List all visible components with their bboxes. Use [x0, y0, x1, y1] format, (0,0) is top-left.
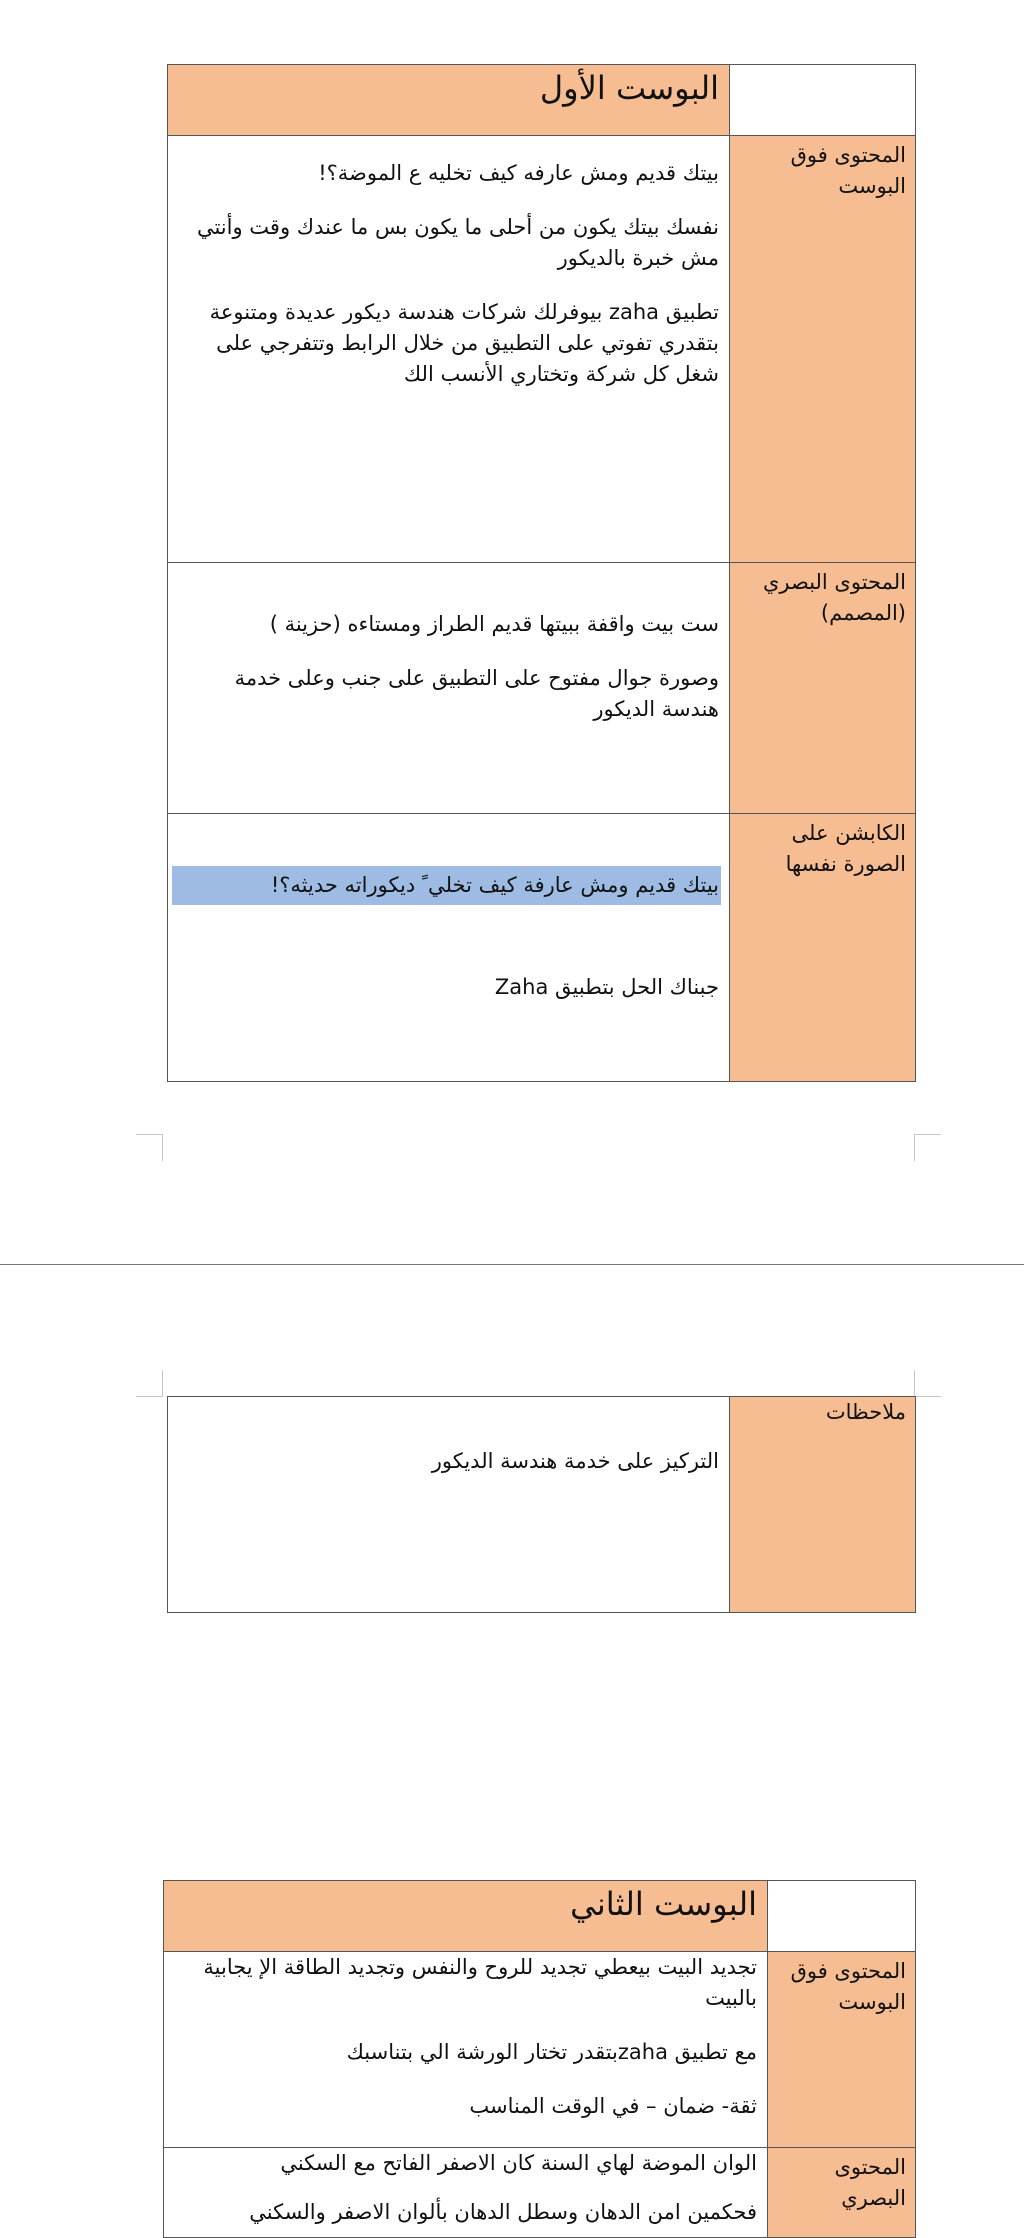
post1-label-visual: المحتوى البصري (المصمم) [730, 563, 916, 814]
post1-caption-p2: جبناك الحل بتطبيق Zaha [494, 975, 719, 999]
post2-visual-p1: الوان الموضة لهاي السنة كان الاصفر الفاتح مع السكني [280, 2151, 757, 2175]
post2-table [163, 1880, 916, 2238]
post2-visual-p2: فحكمين امن الدهان وسطل الدهان بألوان الاصفر والسكني [249, 2200, 757, 2224]
post2-above-p3: ثقة- ضمان – في الوقت المناسب [469, 2094, 757, 2118]
post1-above-p1: بيتك قديم ومش عارفه كيف تخليه ع الموضة؟! [318, 161, 719, 185]
post1-above-p2: نفسك بيتك يكون من أحلى ما يكون بس ما عندك وقت وأنتي مش خبرة بالديكور [196, 215, 719, 270]
post1-label-above-content: المحتوى فوق البوست [730, 136, 916, 563]
crop-mark-left-bottom [136, 1134, 163, 1161]
post1-caption-highlight-line [178, 866, 719, 905]
post2-above-p1: تجديد البيت بيعطي تجديد للروح والنفس وتجديد الطاقة الإ يجابية بالبيت [203, 1955, 757, 2010]
page-separator [0, 1264, 1024, 1265]
post1-label-notes: ملاحظات [730, 1397, 916, 1613]
post1-caption-content [168, 814, 730, 1082]
post2-title: البوست الثاني [164, 1881, 768, 1952]
post1-visual-p2: وصورة جوال مفتوح على التطبيق على جنب وعلى خدمة هندسة الديكور [234, 666, 719, 721]
crop-mark-right-top [914, 1370, 941, 1397]
post1-header-blank [730, 65, 916, 136]
post2-above-content [164, 1952, 768, 2148]
post1-table-continued [167, 1396, 916, 1613]
post1-above-p3: تطبيق zaha بيوفرلك شركات هندسة ديكور عديدة ومتنوعة بتقدري تفوتي على التطبيق من خلال الرابط وتتفرجي على شغل كل شركة وتختاري الأنسب الك [209, 300, 719, 386]
post1-title: البوست الأول [168, 65, 730, 136]
post1-caption-highlighted: بيتك قديم ومش عارفة كيف تخلي ً ديكوراته حديثه؟! [172, 866, 721, 905]
post1-notes-p1: التركيز على خدمة هندسة الديكور [431, 1449, 719, 1473]
post2-header-blank [768, 1881, 916, 1952]
post2-above-p2: مع تطبيق zahaبتقدر تختار الورشة الي بتناسبك [346, 2040, 757, 2064]
post1-visual-p1: ست بيت واقفة ببيتها قديم الطراز ومستاءه (حزينة ) [269, 612, 719, 636]
post1-above-content [168, 136, 730, 563]
crop-mark-left-top [136, 1370, 163, 1397]
post2-visual-content [164, 2148, 768, 2238]
post2-label-visual: المحتوى البصري [768, 2148, 916, 2238]
post1-table [167, 64, 916, 1082]
post1-visual-content [168, 563, 730, 814]
crop-mark-right-bottom [914, 1134, 941, 1161]
post2-label-above-content: المحتوى فوق البوست [768, 1952, 916, 2148]
post1-label-caption: الكابشن على الصورة نفسها [730, 814, 916, 1082]
post1-notes-content [168, 1397, 730, 1613]
